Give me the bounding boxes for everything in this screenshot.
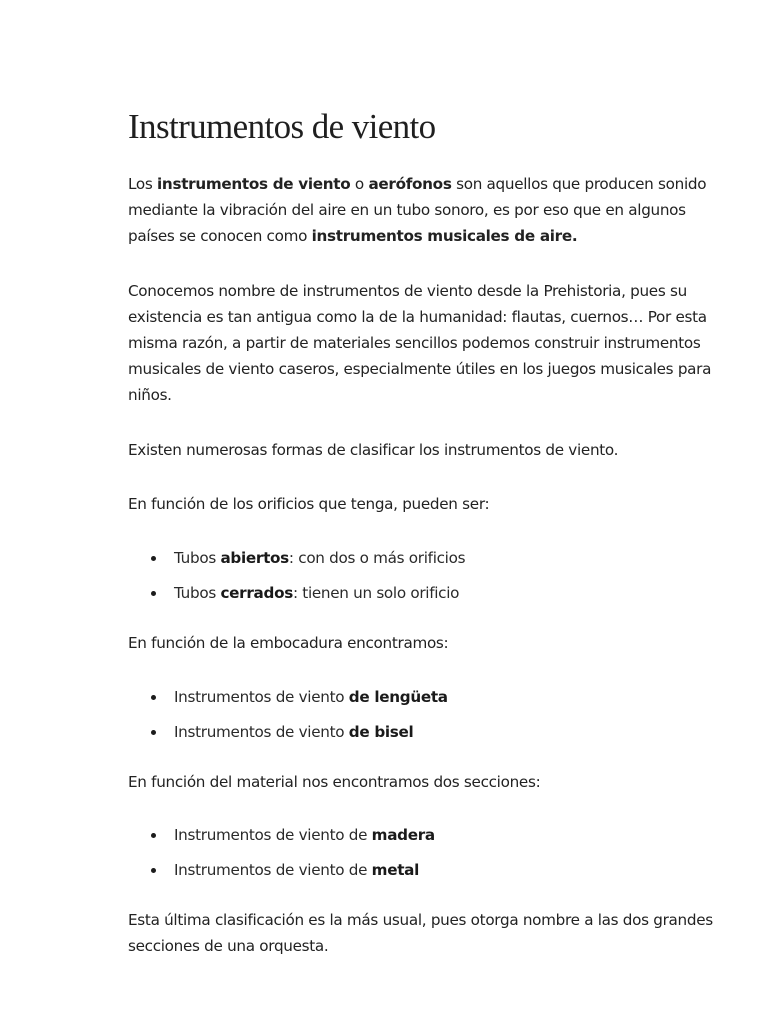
orifices-heading: En función de los orificios que tenga, pueden ser: [128, 495, 490, 513]
list-item-bold: de lengüeta [348, 688, 448, 706]
intro-bold-2: aerófonos [368, 175, 452, 193]
intro-paragraph [128, 171, 718, 249]
list-item [128, 856, 435, 891]
list-item-bold: metal [371, 861, 420, 879]
list-item [128, 718, 448, 753]
list-item-text: Instrumentos de viento de [174, 826, 372, 844]
closing-paragraph: Esta última clasificación es la más usual, pues otorga nombre a las dos grandes secciones de una orquesta. [128, 911, 713, 955]
bullet-icon [151, 695, 156, 700]
list-item-text: : tienen un solo orificio [292, 584, 460, 602]
intro-text-3: son aquellos que producen sonido mediante la vibración del aire en un tubo sonoro, es por eso que en algunos países se conocen como [128, 175, 707, 245]
material-heading: En función del material nos encontramos dos secciones: [128, 773, 541, 791]
list-item-text: Tubos [174, 584, 221, 602]
list-item-bold: de bisel [348, 723, 414, 741]
list-item-text: Instrumentos de viento de [174, 861, 372, 879]
list-item [128, 683, 448, 718]
bullet-icon [151, 591, 156, 596]
intro-bold-3: instrumentos musicales de aire. [311, 227, 578, 245]
orifices-list [128, 544, 465, 614]
list-item-text: Instrumentos de viento [174, 723, 349, 741]
intro-text-1: Los [128, 175, 158, 193]
list-item-text: Tubos [174, 549, 221, 567]
list-item [128, 821, 435, 856]
list-item-bold: madera [371, 826, 435, 844]
bullet-icon [151, 730, 156, 735]
list-item-text: : con dos o más orificios [288, 549, 466, 567]
article-title: Instrumentos de viento [128, 107, 436, 146]
bullet-icon [151, 556, 156, 561]
history-paragraph: Conocemos nombre de instrumentos de viento desde la Prehistoria, pues su existencia es tan antigua como la de la humanidad: flautas, cuernos… Por esta misma razón, a partir de materiales sencillos podemos construir instrumentos musicales de viento caseros, especialmente útiles en los juegos musicales para niños. [128, 282, 712, 404]
intro-text-2: o [350, 175, 369, 193]
list-item-bold: abiertos [220, 549, 289, 567]
classify-intro-paragraph: Existen numerosas formas de clasificar los instrumentos de viento. [128, 441, 619, 459]
bullet-icon [151, 833, 156, 838]
list-item [128, 544, 465, 579]
material-list [128, 821, 435, 891]
list-item-bold: cerrados [220, 584, 293, 602]
intro-bold-1: instrumentos de viento [157, 175, 351, 193]
list-item-text: Instrumentos de viento [174, 688, 349, 706]
mouthpiece-list [128, 683, 448, 753]
list-item [128, 579, 465, 614]
mouthpiece-heading: En función de la embocadura encontramos: [128, 634, 449, 652]
bullet-icon [151, 868, 156, 873]
